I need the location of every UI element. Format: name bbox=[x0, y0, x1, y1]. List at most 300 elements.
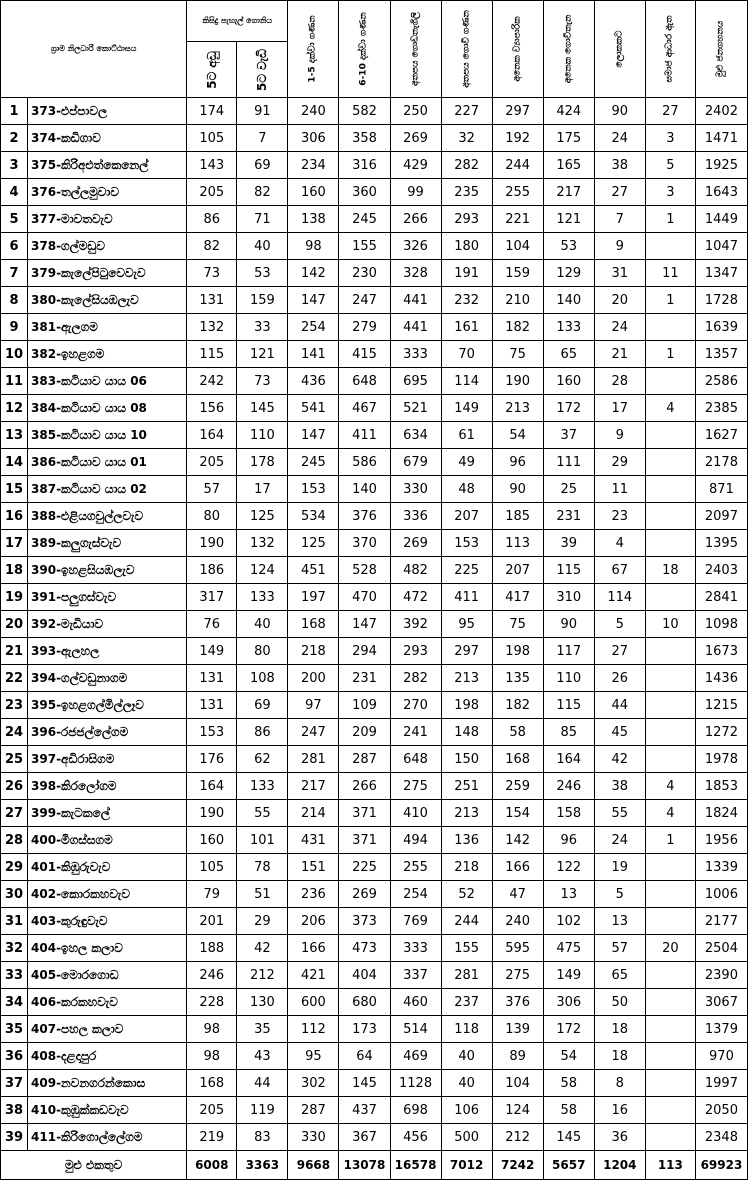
row-number: 31 bbox=[1, 908, 28, 935]
header-col-1: 1-5 දක්වා ගණන bbox=[288, 1, 339, 98]
value-cell: 135 bbox=[492, 665, 543, 692]
value-cell: 198 bbox=[492, 638, 543, 665]
value-cell: 131 bbox=[187, 287, 237, 314]
row-number: 2 bbox=[1, 125, 28, 152]
division-name: 410-කුඹුක්කඩවැව bbox=[28, 1097, 187, 1124]
value-cell: 149 bbox=[441, 395, 492, 422]
value-cell: 58 bbox=[543, 1070, 594, 1097]
value-cell: 310 bbox=[543, 584, 594, 611]
header-col-7: ලොකකට bbox=[594, 1, 645, 98]
value-cell: 281 bbox=[441, 962, 492, 989]
table-row bbox=[1, 152, 748, 179]
value-cell: 306 bbox=[543, 989, 594, 1016]
value-cell: 161 bbox=[441, 314, 492, 341]
value-cell: 451 bbox=[288, 557, 339, 584]
value-cell: 164 bbox=[543, 746, 594, 773]
table-row bbox=[1, 908, 748, 935]
value-cell: 17 bbox=[594, 395, 645, 422]
value-cell: 282 bbox=[390, 665, 441, 692]
table-row bbox=[1, 98, 748, 125]
row-number: 15 bbox=[1, 476, 28, 503]
row-number: 7 bbox=[1, 260, 28, 287]
total-label: මුළු එකතුව bbox=[1, 1151, 187, 1180]
value-cell: 96 bbox=[492, 449, 543, 476]
value-cell: 141 bbox=[288, 341, 339, 368]
value-cell: 247 bbox=[339, 287, 390, 314]
value-cell: 13 bbox=[543, 881, 594, 908]
value-cell: 44 bbox=[237, 1070, 288, 1097]
value-cell: 82 bbox=[237, 179, 288, 206]
value-cell: 2050 bbox=[695, 1097, 747, 1124]
value-cell: 1347 bbox=[695, 260, 747, 287]
value-cell: 190 bbox=[187, 800, 237, 827]
value-cell: 231 bbox=[543, 503, 594, 530]
value-cell: 185 bbox=[492, 503, 543, 530]
table-row bbox=[1, 881, 748, 908]
value-cell: 1 bbox=[645, 287, 695, 314]
value-cell: 2403 bbox=[695, 557, 747, 584]
value-cell: 147 bbox=[288, 287, 339, 314]
value-cell: 279 bbox=[339, 314, 390, 341]
value-cell: 190 bbox=[492, 368, 543, 395]
value-cell: 2385 bbox=[695, 395, 747, 422]
value-cell: 1436 bbox=[695, 665, 747, 692]
value-cell: 240 bbox=[492, 908, 543, 935]
table-row bbox=[1, 665, 748, 692]
value-cell: 236 bbox=[288, 881, 339, 908]
value-cell: 230 bbox=[339, 260, 390, 287]
value-cell bbox=[645, 368, 695, 395]
value-cell: 330 bbox=[390, 476, 441, 503]
table-row bbox=[1, 692, 748, 719]
value-cell: 104 bbox=[492, 1070, 543, 1097]
value-cell: 534 bbox=[288, 503, 339, 530]
row-number: 28 bbox=[1, 827, 28, 854]
value-cell: 83 bbox=[237, 1124, 288, 1151]
value-cell: 371 bbox=[339, 827, 390, 854]
value-cell: 475 bbox=[543, 935, 594, 962]
value-cell: 58 bbox=[543, 1097, 594, 1124]
value-cell: 306 bbox=[288, 125, 339, 152]
table-row bbox=[1, 503, 748, 530]
value-cell: 227 bbox=[441, 98, 492, 125]
value-cell: 595 bbox=[492, 935, 543, 962]
value-cell: 52 bbox=[441, 881, 492, 908]
division-name: 377-මාවතවැව bbox=[28, 206, 187, 233]
header-col-9: මුළු ජනගහනය bbox=[695, 1, 747, 98]
value-cell: 1627 bbox=[695, 422, 747, 449]
value-cell: 246 bbox=[543, 773, 594, 800]
value-cell: 159 bbox=[492, 260, 543, 287]
division-name: 396-රජජල්ලේගම bbox=[28, 719, 187, 746]
value-cell: 192 bbox=[492, 125, 543, 152]
value-cell: 404 bbox=[339, 962, 390, 989]
value-cell: 115 bbox=[543, 557, 594, 584]
table-row bbox=[1, 800, 748, 827]
value-cell: 337 bbox=[390, 962, 441, 989]
value-cell: 124 bbox=[237, 557, 288, 584]
value-cell bbox=[645, 962, 695, 989]
value-cell: 648 bbox=[339, 368, 390, 395]
row-number: 37 bbox=[1, 1070, 28, 1097]
value-cell: 4 bbox=[594, 530, 645, 557]
value-cell: 42 bbox=[237, 935, 288, 962]
value-cell: 176 bbox=[187, 746, 237, 773]
division-name: 382-ඉහළගම bbox=[28, 341, 187, 368]
value-cell: 494 bbox=[390, 827, 441, 854]
value-cell: 67 bbox=[594, 557, 645, 584]
value-cell: 133 bbox=[237, 584, 288, 611]
total-cell: 16578 bbox=[390, 1151, 441, 1180]
value-cell: 80 bbox=[187, 503, 237, 530]
row-number: 29 bbox=[1, 854, 28, 881]
value-cell: 18 bbox=[645, 557, 695, 584]
value-cell: 160 bbox=[187, 827, 237, 854]
division-name: 390-ඉහළසියඹලැව bbox=[28, 557, 187, 584]
value-cell: 376 bbox=[492, 989, 543, 1016]
division-name: 385-කටියාව යාය 10 bbox=[28, 422, 187, 449]
value-cell: 191 bbox=[441, 260, 492, 287]
value-cell: 69 bbox=[237, 692, 288, 719]
value-cell: 178 bbox=[237, 449, 288, 476]
value-cell: 297 bbox=[441, 638, 492, 665]
value-cell: 1673 bbox=[695, 638, 747, 665]
value-cell: 201 bbox=[187, 908, 237, 935]
value-cell: 241 bbox=[390, 719, 441, 746]
total-cell: 6008 bbox=[187, 1151, 237, 1180]
value-cell: 281 bbox=[288, 746, 339, 773]
row-number: 33 bbox=[1, 962, 28, 989]
table-row bbox=[1, 1016, 748, 1043]
value-cell: 287 bbox=[339, 746, 390, 773]
value-cell: 1824 bbox=[695, 800, 747, 827]
table-row bbox=[1, 368, 748, 395]
value-cell: 1728 bbox=[695, 287, 747, 314]
value-cell: 55 bbox=[237, 800, 288, 827]
value-cell: 105 bbox=[187, 125, 237, 152]
value-cell: 2348 bbox=[695, 1124, 747, 1151]
value-cell: 376 bbox=[339, 503, 390, 530]
value-cell: 39 bbox=[543, 530, 594, 557]
value-cell: 360 bbox=[339, 179, 390, 206]
value-cell: 27 bbox=[645, 98, 695, 125]
value-cell: 1956 bbox=[695, 827, 747, 854]
value-cell: 118 bbox=[441, 1016, 492, 1043]
value-cell: 221 bbox=[492, 206, 543, 233]
value-cell: 275 bbox=[390, 773, 441, 800]
value-cell bbox=[645, 503, 695, 530]
value-cell: 140 bbox=[339, 476, 390, 503]
value-cell: 245 bbox=[288, 449, 339, 476]
division-name: 395-ඉහළගල්මිල්ලෑව bbox=[28, 692, 187, 719]
value-cell: 186 bbox=[187, 557, 237, 584]
total-cell: 9668 bbox=[288, 1151, 339, 1180]
value-cell: 136 bbox=[441, 827, 492, 854]
value-cell bbox=[645, 1070, 695, 1097]
value-cell: 38 bbox=[594, 152, 645, 179]
value-cell: 154 bbox=[492, 800, 543, 827]
row-number: 18 bbox=[1, 557, 28, 584]
value-cell: 367 bbox=[339, 1124, 390, 1151]
value-cell: 1098 bbox=[695, 611, 747, 638]
value-cell: 24 bbox=[594, 827, 645, 854]
value-cell: 16 bbox=[594, 1097, 645, 1124]
total-cell: 69923 bbox=[695, 1151, 747, 1180]
value-cell: 32 bbox=[441, 125, 492, 152]
value-cell bbox=[645, 719, 695, 746]
value-cell: 1215 bbox=[695, 692, 747, 719]
value-cell: 1853 bbox=[695, 773, 747, 800]
row-number: 3 bbox=[1, 152, 28, 179]
division-name: 398-කිරලෝගම bbox=[28, 773, 187, 800]
value-cell: 219 bbox=[187, 1124, 237, 1151]
division-name: 394-ගල්වඩුනාගම bbox=[28, 665, 187, 692]
value-cell: 1639 bbox=[695, 314, 747, 341]
value-cell bbox=[645, 1016, 695, 1043]
value-cell: 153 bbox=[441, 530, 492, 557]
value-cell: 205 bbox=[187, 449, 237, 476]
row-number: 24 bbox=[1, 719, 28, 746]
value-cell: 57 bbox=[594, 935, 645, 962]
table-row bbox=[1, 746, 748, 773]
value-cell: 142 bbox=[492, 827, 543, 854]
value-cell: 166 bbox=[288, 935, 339, 962]
value-cell: 232 bbox=[441, 287, 492, 314]
value-cell: 48 bbox=[441, 476, 492, 503]
division-name: 374-කඩිගාව bbox=[28, 125, 187, 152]
value-cell: 270 bbox=[390, 692, 441, 719]
value-cell: 119 bbox=[237, 1097, 288, 1124]
table-row bbox=[1, 530, 748, 557]
value-cell: 234 bbox=[288, 152, 339, 179]
value-cell: 2402 bbox=[695, 98, 747, 125]
row-number: 12 bbox=[1, 395, 28, 422]
value-cell: 130 bbox=[237, 989, 288, 1016]
value-cell: 1339 bbox=[695, 854, 747, 881]
value-cell: 698 bbox=[390, 1097, 441, 1124]
value-cell: 441 bbox=[390, 314, 441, 341]
value-cell: 473 bbox=[339, 935, 390, 962]
division-name: 397-අඩිරාසිගම bbox=[28, 746, 187, 773]
value-cell: 90 bbox=[594, 98, 645, 125]
value-cell: 115 bbox=[187, 341, 237, 368]
table-row bbox=[1, 125, 748, 152]
header-fuel-group: කිසිදු පැහැල් ගොනිය bbox=[187, 1, 288, 42]
value-cell: 297 bbox=[492, 98, 543, 125]
value-cell: 109 bbox=[339, 692, 390, 719]
value-cell: 417 bbox=[492, 584, 543, 611]
value-cell bbox=[645, 854, 695, 881]
value-cell: 95 bbox=[441, 611, 492, 638]
value-cell: 148 bbox=[441, 719, 492, 746]
value-cell: 57 bbox=[187, 476, 237, 503]
division-name: 391-පලුගස්වැව bbox=[28, 584, 187, 611]
value-cell: 3067 bbox=[695, 989, 747, 1016]
value-cell bbox=[645, 692, 695, 719]
header-col-2: 6-10 දක්වා ගණන bbox=[339, 1, 390, 98]
value-cell: 244 bbox=[441, 908, 492, 935]
value-cell: 514 bbox=[390, 1016, 441, 1043]
value-cell: 3 bbox=[645, 179, 695, 206]
value-cell: 482 bbox=[390, 557, 441, 584]
value-cell: 214 bbox=[288, 800, 339, 827]
value-cell: 680 bbox=[339, 989, 390, 1016]
value-cell: 31 bbox=[594, 260, 645, 287]
table-row bbox=[1, 449, 748, 476]
header-fuel-sub-1: 5ට අඩු bbox=[187, 42, 237, 98]
row-number: 39 bbox=[1, 1124, 28, 1151]
value-cell: 35 bbox=[237, 1016, 288, 1043]
value-cell: 27 bbox=[594, 638, 645, 665]
value-cell bbox=[645, 1043, 695, 1070]
value-cell: 2841 bbox=[695, 584, 747, 611]
value-cell: 147 bbox=[339, 611, 390, 638]
value-cell: 180 bbox=[441, 233, 492, 260]
value-cell: 124 bbox=[492, 1097, 543, 1124]
value-cell: 142 bbox=[288, 260, 339, 287]
value-cell: 467 bbox=[339, 395, 390, 422]
row-number: 21 bbox=[1, 638, 28, 665]
header-col-6: අනෙක ගොවිතැන bbox=[543, 1, 594, 98]
table-row bbox=[1, 611, 748, 638]
value-cell: 133 bbox=[543, 314, 594, 341]
value-cell: 78 bbox=[237, 854, 288, 881]
value-cell: 29 bbox=[594, 449, 645, 476]
value-cell: 7 bbox=[237, 125, 288, 152]
value-cell: 44 bbox=[594, 692, 645, 719]
value-cell bbox=[645, 908, 695, 935]
value-cell: 328 bbox=[390, 260, 441, 287]
value-cell: 2097 bbox=[695, 503, 747, 530]
value-cell: 302 bbox=[288, 1070, 339, 1097]
value-cell: 207 bbox=[492, 557, 543, 584]
value-cell: 95 bbox=[288, 1043, 339, 1070]
total-cell: 113 bbox=[645, 1151, 695, 1180]
division-name: 404-ඉහල කලාව bbox=[28, 935, 187, 962]
total-cell: 1204 bbox=[594, 1151, 645, 1180]
value-cell: 469 bbox=[390, 1043, 441, 1070]
value-cell: 145 bbox=[543, 1124, 594, 1151]
division-name: 375-කිරිඅළුත්කෙනෙල් bbox=[28, 152, 187, 179]
value-cell: 255 bbox=[390, 854, 441, 881]
value-cell: 101 bbox=[237, 827, 288, 854]
division-name: 386-කටියාව යාය 01 bbox=[28, 449, 187, 476]
value-cell: 212 bbox=[237, 962, 288, 989]
value-cell: 1449 bbox=[695, 206, 747, 233]
division-name: 381-ඇලගම bbox=[28, 314, 187, 341]
value-cell: 1272 bbox=[695, 719, 747, 746]
value-cell: 333 bbox=[390, 341, 441, 368]
header-col-5: අනෙක ව්‍යාපාරික bbox=[492, 1, 543, 98]
value-cell: 7 bbox=[594, 206, 645, 233]
division-name: 387-කටියාව යාය 02 bbox=[28, 476, 187, 503]
value-cell: 125 bbox=[288, 530, 339, 557]
value-cell: 45 bbox=[594, 719, 645, 746]
value-cell: 8 bbox=[594, 1070, 645, 1097]
row-number: 25 bbox=[1, 746, 28, 773]
table-row bbox=[1, 314, 748, 341]
value-cell: 198 bbox=[441, 692, 492, 719]
row-number: 34 bbox=[1, 989, 28, 1016]
table-row bbox=[1, 854, 748, 881]
value-cell: 43 bbox=[237, 1043, 288, 1070]
value-cell: 205 bbox=[187, 1097, 237, 1124]
value-cell: 50 bbox=[594, 989, 645, 1016]
value-cell: 160 bbox=[543, 368, 594, 395]
value-cell: 2390 bbox=[695, 962, 747, 989]
value-cell: 1978 bbox=[695, 746, 747, 773]
value-cell: 1997 bbox=[695, 1070, 747, 1097]
value-cell: 104 bbox=[492, 233, 543, 260]
value-cell: 90 bbox=[543, 611, 594, 638]
value-cell: 156 bbox=[187, 395, 237, 422]
value-cell: 26 bbox=[594, 665, 645, 692]
row-number: 20 bbox=[1, 611, 28, 638]
value-cell: 54 bbox=[543, 1043, 594, 1070]
value-cell: 155 bbox=[441, 935, 492, 962]
value-cell: 129 bbox=[543, 260, 594, 287]
value-cell: 121 bbox=[543, 206, 594, 233]
value-cell: 431 bbox=[288, 827, 339, 854]
value-cell: 24 bbox=[594, 125, 645, 152]
table-row bbox=[1, 341, 748, 368]
value-cell: 1 bbox=[645, 827, 695, 854]
row-number: 27 bbox=[1, 800, 28, 827]
division-name: 383-කටියාව යාය 06 bbox=[28, 368, 187, 395]
row-number: 9 bbox=[1, 314, 28, 341]
value-cell: 110 bbox=[237, 422, 288, 449]
value-cell: 769 bbox=[390, 908, 441, 935]
value-cell: 209 bbox=[339, 719, 390, 746]
value-cell: 155 bbox=[339, 233, 390, 260]
value-cell: 25 bbox=[543, 476, 594, 503]
value-cell bbox=[645, 422, 695, 449]
value-cell: 4 bbox=[645, 800, 695, 827]
value-cell: 582 bbox=[339, 98, 390, 125]
value-cell: 42 bbox=[594, 746, 645, 773]
value-cell: 33 bbox=[237, 314, 288, 341]
value-cell: 55 bbox=[594, 800, 645, 827]
value-cell: 333 bbox=[390, 935, 441, 962]
value-cell: 218 bbox=[288, 638, 339, 665]
value-cell: 217 bbox=[543, 179, 594, 206]
value-cell bbox=[645, 881, 695, 908]
total-row bbox=[1, 1151, 748, 1180]
value-cell: 5 bbox=[645, 152, 695, 179]
value-cell: 122 bbox=[543, 854, 594, 881]
value-cell: 371 bbox=[339, 800, 390, 827]
value-cell: 54 bbox=[492, 422, 543, 449]
row-number: 14 bbox=[1, 449, 28, 476]
value-cell: 112 bbox=[288, 1016, 339, 1043]
value-cell: 125 bbox=[237, 503, 288, 530]
value-cell: 65 bbox=[594, 962, 645, 989]
value-cell: 105 bbox=[187, 854, 237, 881]
value-cell: 205 bbox=[187, 179, 237, 206]
value-cell: 36 bbox=[594, 1124, 645, 1151]
value-cell: 29 bbox=[237, 908, 288, 935]
division-name: 389-කලුගැස්වැව bbox=[28, 530, 187, 557]
division-name: 392-මැඩියාව bbox=[28, 611, 187, 638]
row-number: 32 bbox=[1, 935, 28, 962]
value-cell: 149 bbox=[187, 638, 237, 665]
row-number: 10 bbox=[1, 341, 28, 368]
value-cell: 40 bbox=[237, 233, 288, 260]
table-row bbox=[1, 287, 748, 314]
value-cell: 38 bbox=[594, 773, 645, 800]
value-cell: 424 bbox=[543, 98, 594, 125]
table-row bbox=[1, 1097, 748, 1124]
